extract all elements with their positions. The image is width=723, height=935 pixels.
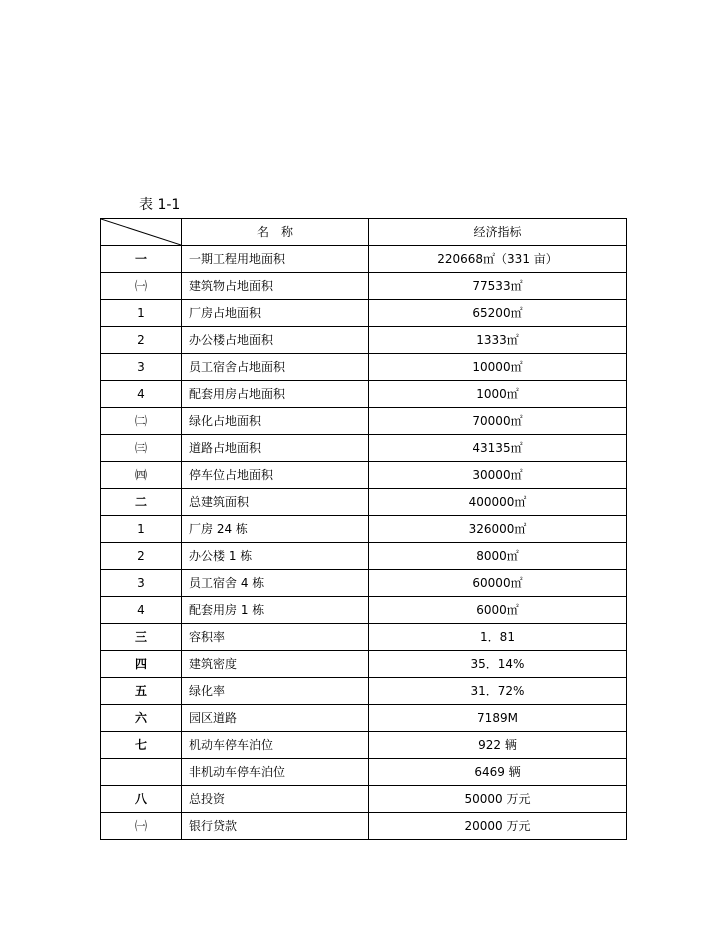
row-index: ㈢: [101, 435, 182, 462]
table-row: [101, 381, 627, 408]
header-value: 经济指标: [369, 219, 627, 246]
row-name: 厂房 24 栋: [182, 516, 369, 543]
row-index: 3: [101, 570, 182, 597]
table-row: [101, 354, 627, 381]
row-index: 五: [101, 678, 182, 705]
table-row: [101, 732, 627, 759]
row-name: 园区道路: [182, 705, 369, 732]
row-value: 50000 万元: [369, 786, 627, 813]
row-name: 员工宿舍占地面积: [182, 354, 369, 381]
row-value: 220668㎡（331 亩）: [369, 246, 627, 273]
diagonal-line: [101, 219, 181, 245]
row-index: 4: [101, 381, 182, 408]
row-name: 建筑密度: [182, 651, 369, 678]
row-value: 8000㎡: [369, 543, 627, 570]
row-name: 员工宿舍 4 栋: [182, 570, 369, 597]
row-index: 六: [101, 705, 182, 732]
table-caption: 表 1-1: [139, 197, 181, 213]
row-name: 办公楼占地面积: [182, 327, 369, 354]
row-value: 6000㎡: [369, 597, 627, 624]
row-index: ㈡: [101, 408, 182, 435]
row-value: 30000㎡: [369, 462, 627, 489]
table-row: [101, 327, 627, 354]
row-value: 77533㎡: [369, 273, 627, 300]
table-row: [101, 408, 627, 435]
row-value: 31．72%: [369, 678, 627, 705]
row-value: 1333㎡: [369, 327, 627, 354]
row-value: 326000㎡: [369, 516, 627, 543]
table-row: [101, 300, 627, 327]
table-row: [101, 705, 627, 732]
row-value: 10000㎡: [369, 354, 627, 381]
row-value: 1000㎡: [369, 381, 627, 408]
row-name: 道路占地面积: [182, 435, 369, 462]
row-name: 绿化占地面积: [182, 408, 369, 435]
table-row: [101, 597, 627, 624]
row-index: ㈠: [101, 813, 182, 840]
row-value: 7189M: [369, 705, 627, 732]
header-name: 名 称: [182, 219, 369, 246]
row-value: 922 辆: [369, 732, 627, 759]
table-header-row: [101, 219, 627, 246]
row-name: 非机动车停车泊位: [182, 759, 369, 786]
row-index: 2: [101, 543, 182, 570]
table-row: [101, 462, 627, 489]
row-index: 3: [101, 354, 182, 381]
table-row: [101, 246, 627, 273]
table-row: [101, 273, 627, 300]
row-name: 总建筑面积: [182, 489, 369, 516]
row-name: 办公楼 1 栋: [182, 543, 369, 570]
row-name: 机动车停车泊位: [182, 732, 369, 759]
row-value: 43135㎡: [369, 435, 627, 462]
economic-indicators-table: [100, 218, 627, 840]
row-value: 400000㎡: [369, 489, 627, 516]
row-name: 配套用房占地面积: [182, 381, 369, 408]
row-index: 1: [101, 516, 182, 543]
table-row: [101, 489, 627, 516]
row-index: ㈠: [101, 273, 182, 300]
table-row: [101, 435, 627, 462]
row-name: 建筑物占地面积: [182, 273, 369, 300]
table-row: [101, 759, 627, 786]
row-value: 20000 万元: [369, 813, 627, 840]
table-row: [101, 786, 627, 813]
row-index: 2: [101, 327, 182, 354]
row-name: 银行贷款: [182, 813, 369, 840]
row-name: 总投资: [182, 786, 369, 813]
row-name: 停车位占地面积: [182, 462, 369, 489]
table-row: [101, 516, 627, 543]
row-value: 70000㎡: [369, 408, 627, 435]
row-name: 配套用房 1 栋: [182, 597, 369, 624]
row-value: 60000㎡: [369, 570, 627, 597]
row-value: 1．81: [369, 624, 627, 651]
row-index: 一: [101, 246, 182, 273]
table-row: [101, 624, 627, 651]
row-index: 七: [101, 732, 182, 759]
row-name: 容积率: [182, 624, 369, 651]
row-index: 4: [101, 597, 182, 624]
table-row: [101, 678, 627, 705]
row-name: 一期工程用地面积: [182, 246, 369, 273]
row-index: 1: [101, 300, 182, 327]
table-row: [101, 570, 627, 597]
row-index: 二: [101, 489, 182, 516]
row-index: 四: [101, 651, 182, 678]
row-value: 6469 辆: [369, 759, 627, 786]
diagonal-header-cell: [101, 219, 182, 246]
row-value: 35．14%: [369, 651, 627, 678]
row-name: 厂房占地面积: [182, 300, 369, 327]
row-index: 三: [101, 624, 182, 651]
table-row: [101, 813, 627, 840]
row-name: 绿化率: [182, 678, 369, 705]
row-value: 65200㎡: [369, 300, 627, 327]
row-index: [101, 759, 182, 786]
row-index: ㈣: [101, 462, 182, 489]
table-row: [101, 651, 627, 678]
table-row: [101, 543, 627, 570]
row-index: 八: [101, 786, 182, 813]
